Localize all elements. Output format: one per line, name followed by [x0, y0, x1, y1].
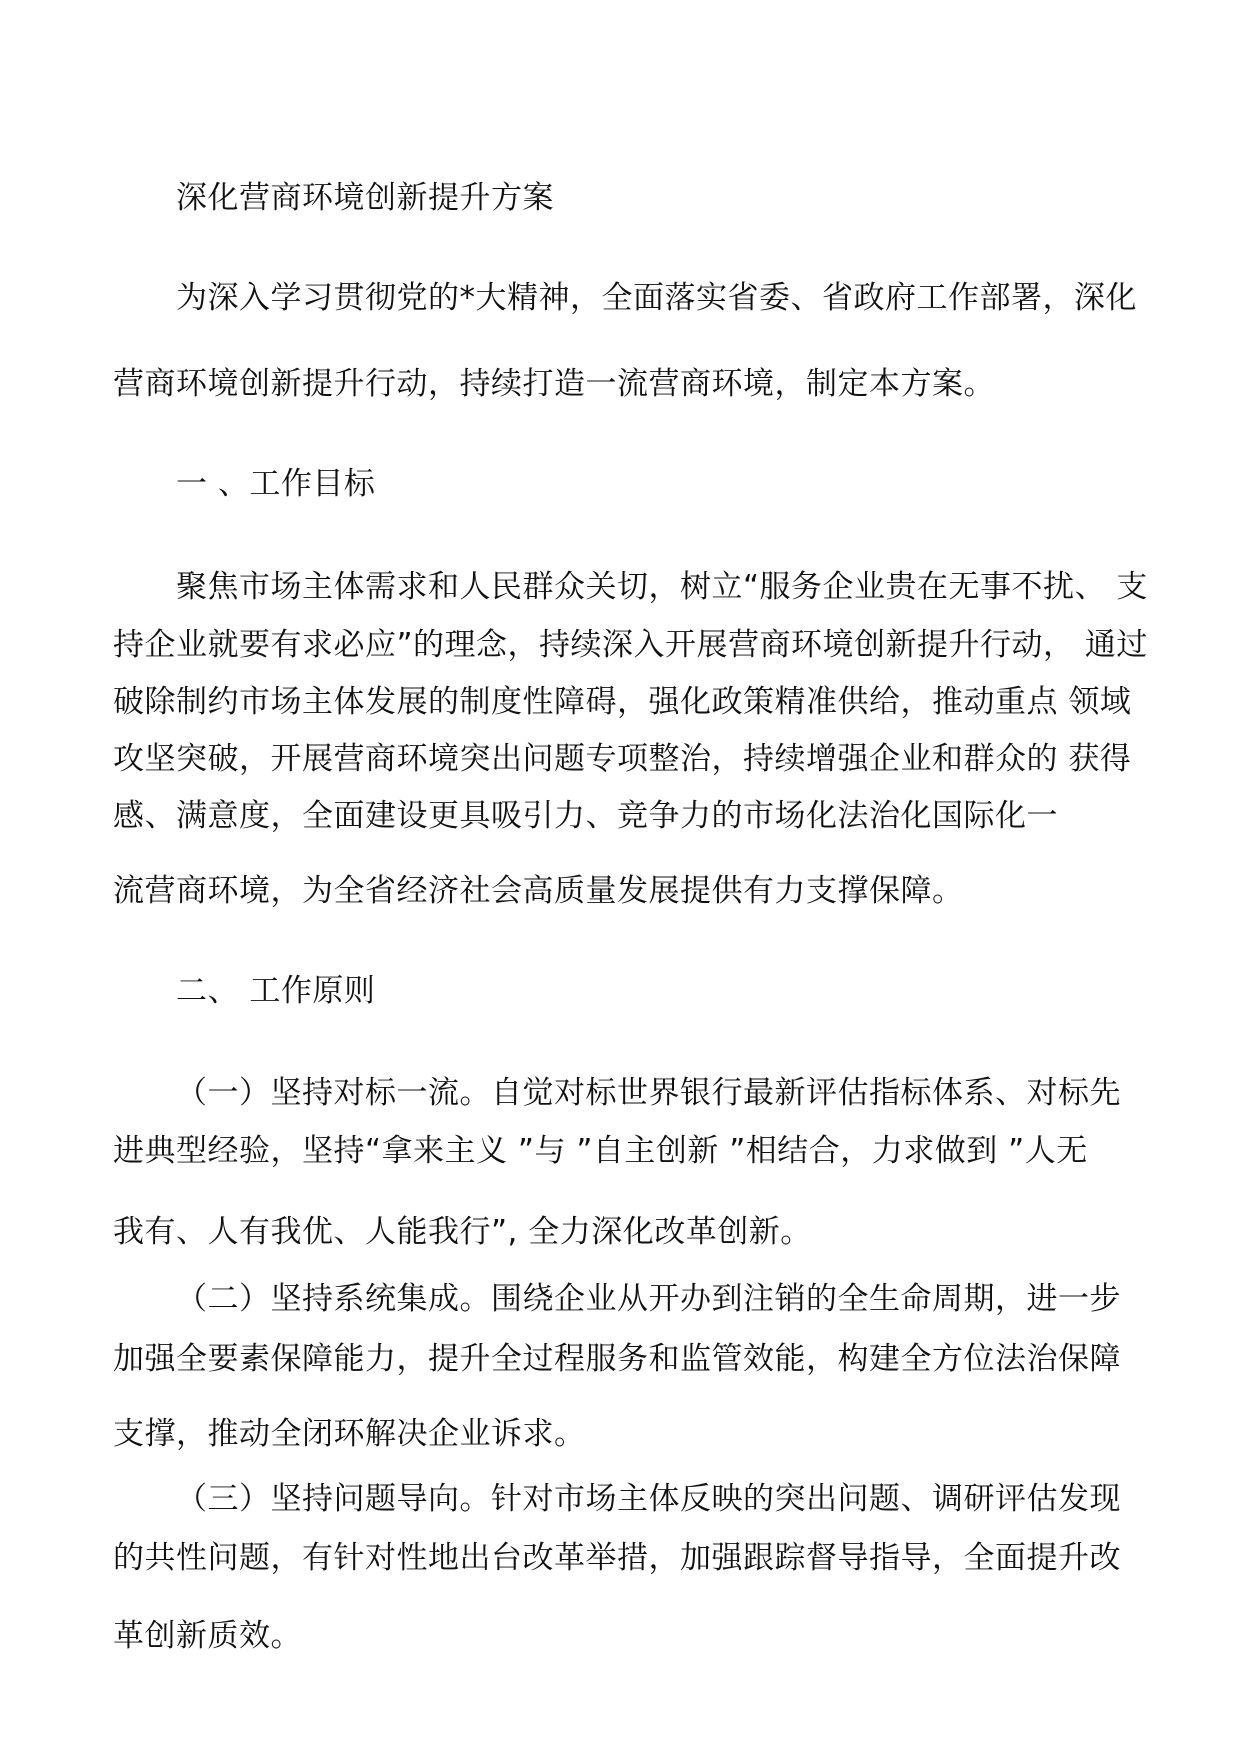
principle-3-line: 革创新质效。 — [113, 1618, 302, 1654]
principle-2-line: 加强全要素保障能力，提升全过程服务和监管效能，构建全方位法治保障 — [113, 1341, 1121, 1377]
intro-line: 营商环境创新提升行动，持续打造一流营商环境，制定本方案。 — [113, 366, 995, 402]
principle-2-line: 支撑，推动全闭环解决企业诉求。 — [113, 1416, 586, 1452]
goals-paragraph-line: 持企业就要有求必应”的理念，持续深入开展营商环境创新提升行动， 通过 — [113, 627, 1148, 663]
principle-1-line: 我有、人有我优、人能我行”, 全力深化改革创新。 — [113, 1214, 812, 1250]
document-title: 深化营商环境创新提升方案 — [176, 180, 554, 216]
goals-paragraph-line: 流营商环境，为全省经济社会高质量发展提供有力支撑保障。 — [113, 873, 964, 909]
section-heading-goals: 一 、工作目标 — [176, 466, 376, 502]
intro-line: 为深入学习贯彻党的*大精神，全面落实省委、省政府工作部署，深化 — [176, 280, 1137, 316]
principle-2-line: （二）坚持系统集成。围绕企业从开办到注销的全生命周期，进一步 — [176, 1281, 1121, 1317]
principle-1-line: 进典型经验，坚持“拿来主义 ”与 ”自主创新 ”相结合，力求做到 ”人无 — [113, 1133, 1088, 1169]
goals-paragraph-line: 聚焦市场主体需求和人民群众关切，树立“服务企业贵在无事不扰、 支 — [176, 569, 1148, 605]
goals-paragraph-line: 破除制约市场主体发展的制度性障碍，强化政策精准供给，推动重点 领域 — [113, 684, 1132, 720]
principle-1-line: （一）坚持对标一流。自觉对标世界银行最新评估指标体系、对标先 — [176, 1075, 1121, 1111]
goals-paragraph-line: 感、满意度，全面建设更具吸引力、竞争力的市场化法治化国际化一 — [113, 798, 1058, 834]
principle-3-line: 的共性问题，有针对性地出台改革举措，加强跟踪督导指导，全面提升改 — [113, 1540, 1121, 1576]
goals-paragraph-line: 攻坚突破，开展营商环境突出问题专项整治，持续增强企业和群众的 获得 — [113, 741, 1132, 777]
section-heading-principles: 二、 工作原则 — [176, 973, 376, 1009]
principle-3-line: （三）坚持问题导向。针对市场主体反映的突出问题、调研评估发现 — [176, 1481, 1121, 1517]
